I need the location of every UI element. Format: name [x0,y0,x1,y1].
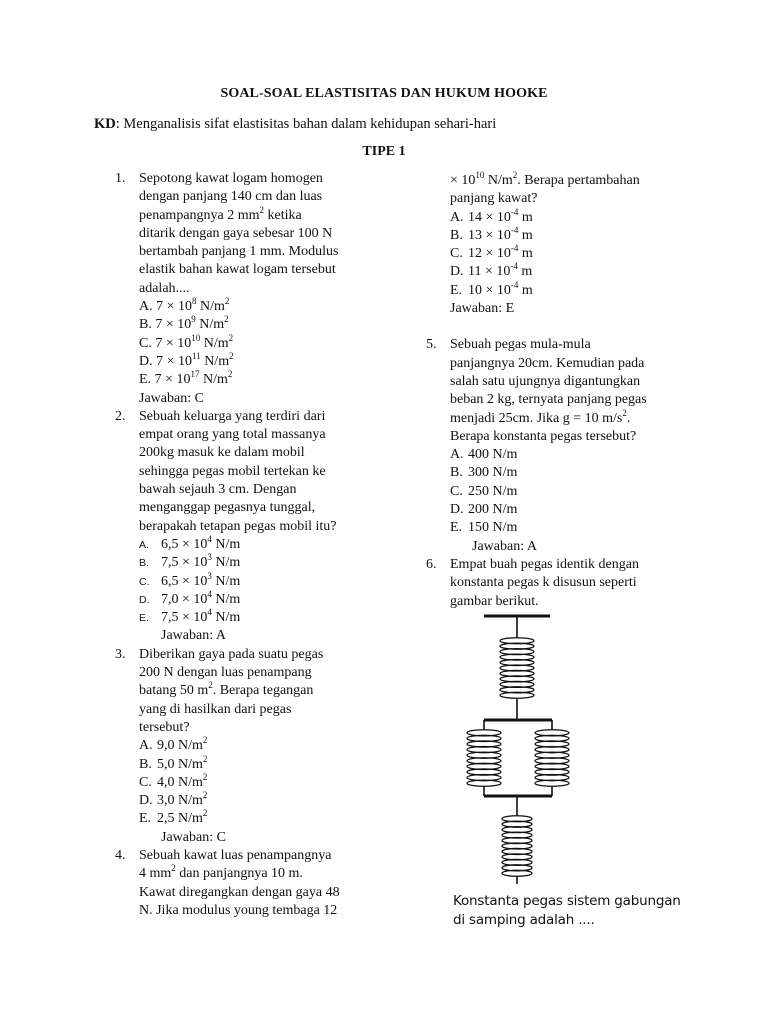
question-text-line: panjang kawat? [450,191,538,207]
answer-key: Jawaban: A [472,538,537,554]
question-text-line: Diberikan gaya pada suatu pegas [139,646,324,662]
question-text-line: berapakah tetapan pegas mobil itu? [139,518,337,534]
question-text-line: × $10^{10}$ $N/m^2$. Berapa pertambahan [450,170,640,188]
question-text-line: yang di hasilkan dari pegas [139,701,292,717]
answer-option: D. $7,0 \times 10^4$ N/m [139,588,241,607]
answer-option: D. 3,0 $N/m^2$ [139,790,208,809]
question-text-line: salah satu ujungnya digantungkan [450,373,641,389]
answer-key: Jawaban: E [450,301,515,317]
question-text-line: ditarik dengan gaya sebesar 100 N [139,225,333,241]
question-text-line: gambar berikut. [450,593,539,609]
answer-option: A. $14 \times 10^{-4}$ m [450,206,533,225]
page-title: SOAL-SOAL ELASTISITAS DAN HUKUM HOOKE [220,86,548,101]
answer-option: E. 2,5 $N/m^2$ [139,808,208,827]
answer-option: D. 200 N/m [450,502,518,518]
answer-option: B. $7 \times 10^9$ $N/m^2$ [139,314,229,333]
question-text-line: Empat buah pegas identik dengan [450,556,639,572]
answer-option: A. $7 \times 10^8$ $N/m^2$ [139,296,230,315]
answer-option: E. $10 \times 10^{-4}$ m [450,279,533,298]
question-text-line: elastik bahan kawat logam tersebut [139,262,336,278]
question-text-line: Kawat diregangkan dengan gaya 48 [139,884,340,900]
question-number: 2. [115,408,126,424]
question-number: 1. [115,171,126,186]
answer-option: E. $7 \times 10^{17}$ $N/m^2$ [139,369,233,388]
caption-line: Konstanta pegas sistem gabungan [453,893,681,909]
question-number: 4. [115,847,126,863]
section-heading: TIPE 1 [362,144,406,159]
answer-key: Jawaban: C [139,390,204,406]
question-text-line: menganggap pegasnya tunggal, [139,500,316,516]
question-text-line: 200kg masuk ke dalam mobil [139,445,305,461]
question-text-line: sehingga pegas mobil tertekan ke [139,463,326,479]
spring-left [467,730,501,787]
question-2 [115,408,380,646]
kd-line [94,116,496,133]
question-5 [426,336,716,556]
answer-option: B. $7,5 \times 10^3$ N/m [139,552,241,571]
answer-option: A. 9,0 $N/m^2$ [139,735,208,754]
answer-option: C. 4,0 $N/m^2$ [139,771,208,790]
kd-text: : Menganalisis sifat elastisitas bahan dalam kehidupan sehari-hari [115,116,497,132]
question-text-line: penampangnya 2 $mm^2$ ketika [139,204,302,223]
answer-option: E. 150 N/m [450,520,518,536]
question-4 [115,847,380,920]
question-text-line: bawah sejauh 3 cm. Dengan [139,482,297,498]
spring-system-diagram [466,612,596,884]
answer-option: A. 400 N/m [450,447,518,463]
question-text-line: Sepotong kawat logam homogen [139,171,323,186]
question-text-line: tersebut? [139,719,190,735]
question-text-line: beban 2 kg, ternyata panjang pegas [450,392,647,408]
answer-option: C. $6,5 \times 10^3$ N/m [139,570,241,589]
question-text-line: batang 50 $m^2$. Berapa tegangan [139,680,314,699]
kd-label: KD [94,116,116,132]
question-text-line: Sebuah kawat luas penampangnya [139,847,332,863]
question-text-line: Berapa konstanta pegas tersebut? [450,428,637,444]
question-number: 5. [426,337,437,353]
answer-option: C. $12 \times 10^{-4}$ m [450,243,533,262]
question-1 [115,170,380,408]
answer-option: B. $13 \times 10^{-4}$ m [450,224,533,243]
question-text-line: bertambah panjang 1 mm. Modulus [139,244,339,260]
question-text-line: 4 $mm^2$ dan panjangnya 10 m. [139,863,303,882]
answer-option: B. 5,0 $N/m^2$ [139,753,208,772]
question-text-line: N. Jika modulus young tembaga 12 [139,902,338,918]
answer-option: E. $7,5 \times 10^4$ N/m [139,607,241,626]
answer-key: Jawaban: C [161,829,226,845]
answer-key: Jawaban: A [161,628,226,644]
question-text-line: empat orang yang total massanya [139,427,326,443]
answer-option: D. $7 \times 10^{11}$ $N/m^2$ [139,350,234,369]
figure-caption [453,892,681,930]
spring-top [500,638,534,699]
question-text-line: konstanta pegas k disusun seperti [450,575,637,591]
question-text-line: menjadi 25cm. Jika g = 10 $m/s^2$. [450,407,631,426]
question-number: 6. [426,556,437,572]
answer-option: A. $6,5 \times 10^4$ N/m [139,533,241,552]
answer-option: B. 300 N/m [450,465,518,481]
caption-line: di samping adalah .... [453,912,595,928]
question-text-line: dengan panjang 140 cm dan luas [139,189,323,205]
question-text-line: 200 N dengan luas penampang [139,665,312,681]
spring-right [535,730,569,787]
left-column [115,170,380,920]
answer-option: C. 250 N/m [450,483,518,499]
question-3 [115,646,380,847]
question-6 [426,556,716,611]
question-text-line: Sebuah pegas mula-mula [450,337,591,353]
question-text-line: Sebuah keluarga yang terdiri dari [139,408,326,424]
answer-option: C. $7 \times 10^{10}$ $N/m^2$ [139,332,234,351]
question-4-continued [426,172,716,318]
answer-option: D. $11 \times 10^{-4}$ m [450,261,533,280]
question-text-line: adalah.... [139,280,190,296]
question-number: 3. [115,646,126,662]
question-text-line: panjangnya 20cm. Kemudian pada [450,355,645,371]
spring-bottom [502,816,532,877]
right-column [426,172,716,611]
